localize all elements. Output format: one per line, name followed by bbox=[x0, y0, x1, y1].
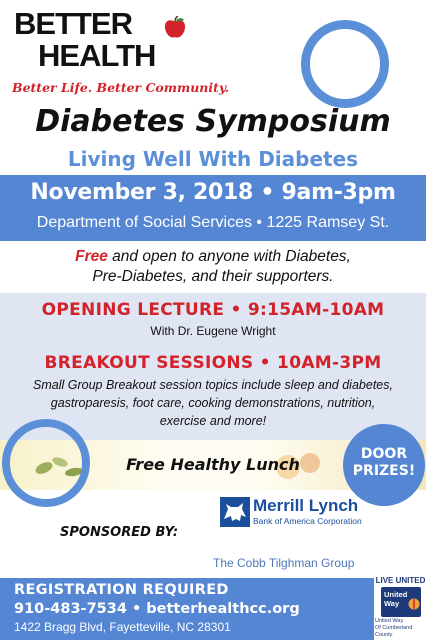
united-way-logo-line2: Way bbox=[384, 599, 400, 608]
topics-line-2: gastroparesis, foot care, cooking demonstrations, nutrition, bbox=[50, 396, 376, 410]
event-subtitle: Living Well With Diabetes bbox=[67, 147, 359, 171]
united-way-hand-icon bbox=[408, 598, 420, 610]
free-line1: and open to anyone with Diabetes, bbox=[107, 248, 351, 265]
free-word: Free bbox=[75, 248, 108, 265]
logo-better: BETTER bbox=[14, 6, 132, 41]
event-location: Department of Social Services • 1225 Ramsey St. bbox=[36, 214, 390, 231]
merrill-lynch-bull-icon bbox=[220, 497, 250, 527]
prizes-line-1: DOOR bbox=[360, 446, 408, 462]
opening-lecture-speaker: With Dr. Eugene Wright bbox=[150, 324, 276, 338]
logo-tagline: Better Life. Better Community. bbox=[12, 80, 230, 95]
united-way-sub-line1: United Way bbox=[375, 618, 404, 624]
registration-address: 1422 Bragg Blvd, Fayetteville, NC 28301 bbox=[14, 620, 231, 634]
topics-line-3: exercise and more! bbox=[159, 414, 267, 428]
registration-phone-web: 910-483-7534 • betterhealthcc.org bbox=[14, 601, 300, 617]
free-notice bbox=[0, 247, 426, 287]
logo-health: HEALTH bbox=[38, 38, 156, 73]
event-date: November 3, 2018 • 9am-3pm bbox=[30, 180, 396, 205]
free-lunch-label: Free Healthy Lunch bbox=[126, 455, 300, 474]
united-way-subtitle bbox=[375, 618, 426, 639]
door-prizes-badge bbox=[343, 424, 425, 506]
merrill-lynch-subtitle: Bank of America Corporation bbox=[253, 516, 362, 526]
live-united-label: LIVE UNITED bbox=[375, 576, 426, 585]
united-way-logo-line1: United bbox=[384, 590, 408, 599]
breakout-heading: BREAKOUT SESSIONS • 10AM-3PM bbox=[44, 353, 382, 373]
decorative-ring-top bbox=[301, 20, 389, 108]
cobb-tilghman-sponsor: The Cobb Tilghman Group bbox=[213, 556, 355, 570]
united-way-sub-line2: Of Cumberland County bbox=[375, 625, 413, 638]
prizes-line-2: PRIZES! bbox=[352, 463, 416, 479]
registration-heading: REGISTRATION REQUIRED bbox=[14, 582, 229, 598]
merrill-lynch-name: Merrill Lynch bbox=[253, 496, 359, 515]
apple-icon bbox=[164, 16, 186, 40]
sponsored-by-label: SPONSORED BY: bbox=[60, 525, 179, 540]
topics-line-1: Small Group Breakout session topics include sleep and diabetes, bbox=[33, 378, 393, 392]
free-line2: Pre-Diabetes, and their supporters. bbox=[92, 268, 334, 285]
event-title: Diabetes Symposium bbox=[35, 104, 391, 139]
opening-lecture-heading: OPENING LECTURE • 9:15AM-10AM bbox=[41, 300, 385, 320]
